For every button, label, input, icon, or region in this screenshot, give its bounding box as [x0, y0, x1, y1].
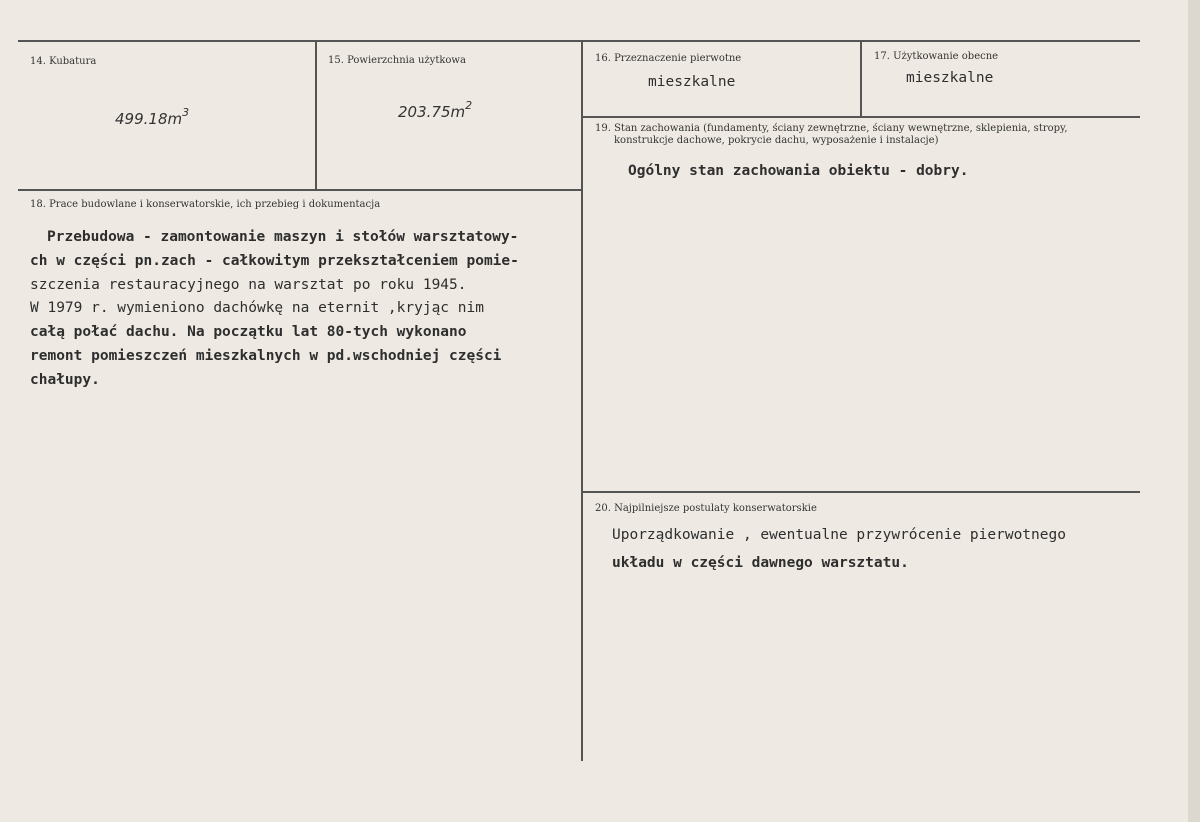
- field-18-line-2: ch w części pn.zach - całkowitym przekształceniem pomie-: [30, 253, 519, 269]
- field-15-exponent: 2: [465, 99, 473, 112]
- divider-16-19: [582, 116, 1140, 118]
- card-edge: [1188, 0, 1200, 822]
- field-17-value: mieszkalne: [906, 70, 994, 86]
- field-14-number: 499.18: [115, 110, 168, 128]
- field-16-label: 16. Przeznaczenie pierwotne: [595, 53, 742, 64]
- field-14-label: 14. Kubatura: [30, 56, 97, 67]
- field-20-line-2: układu w części dawnego warsztatu.: [612, 555, 909, 571]
- field-14-unit: m: [167, 110, 183, 128]
- field-20-line-1: Uporządkowanie , ewentualne przywrócenie pierwotnego: [612, 527, 1066, 543]
- field-18-line-4: W 1979 r. wymieniono dachówkę na eternit ,kryjąc nim: [30, 300, 484, 316]
- field-18-line-6: remont pomieszczeń mieszkalnych w pd.wschodniej części: [30, 348, 502, 364]
- field-19-label-line-2: konstrukcje dachowe, pokrycie dachu, wyposażenie i instalacje): [614, 135, 939, 146]
- divider-14-15: [315, 41, 317, 190]
- field-15-value: [398, 101, 472, 121]
- field-15-unit: m: [450, 103, 466, 121]
- field-14-exponent: 3: [182, 106, 190, 119]
- field-18-label: 18. Prace budowlane i konserwatorskie, ich przebieg i dokumentacja: [30, 199, 381, 210]
- field-18-line-1: Przebudowa - zamontowanie maszyn i stołów warsztatowy-: [47, 229, 519, 245]
- field-15-number: 203.75: [398, 103, 451, 121]
- divider-19-20: [582, 491, 1140, 493]
- top-border: [18, 40, 1140, 42]
- field-16-value: mieszkalne: [648, 74, 736, 90]
- field-19-label-line-1: 19. Stan zachowania (fundamenty, ściany zewnętrzne, ściany wewnętrzne, sklepienia, stropy,: [595, 123, 1068, 134]
- divider-14-18: [18, 189, 582, 191]
- field-15-label: 15. Powierzchnia użytkowa: [328, 55, 466, 66]
- center-divider: [581, 41, 583, 761]
- field-20-label: 20. Najpilniejsze postulaty konserwatorskie: [595, 503, 817, 514]
- field-18-line-7: chałupy.: [30, 372, 100, 388]
- field-18-line-3: szczenia restauracyjnego na warsztat po roku 1945.: [30, 277, 467, 293]
- divider-16-17: [860, 41, 862, 117]
- field-17-label: 17. Użytkowanie obecne: [874, 51, 999, 62]
- field-19-text: Ogólny stan zachowania obiektu - dobry.: [628, 163, 969, 179]
- field-14-value: [115, 108, 189, 128]
- field-18-line-5: całą połać dachu. Na początku lat 80-tych wykonano: [30, 324, 467, 340]
